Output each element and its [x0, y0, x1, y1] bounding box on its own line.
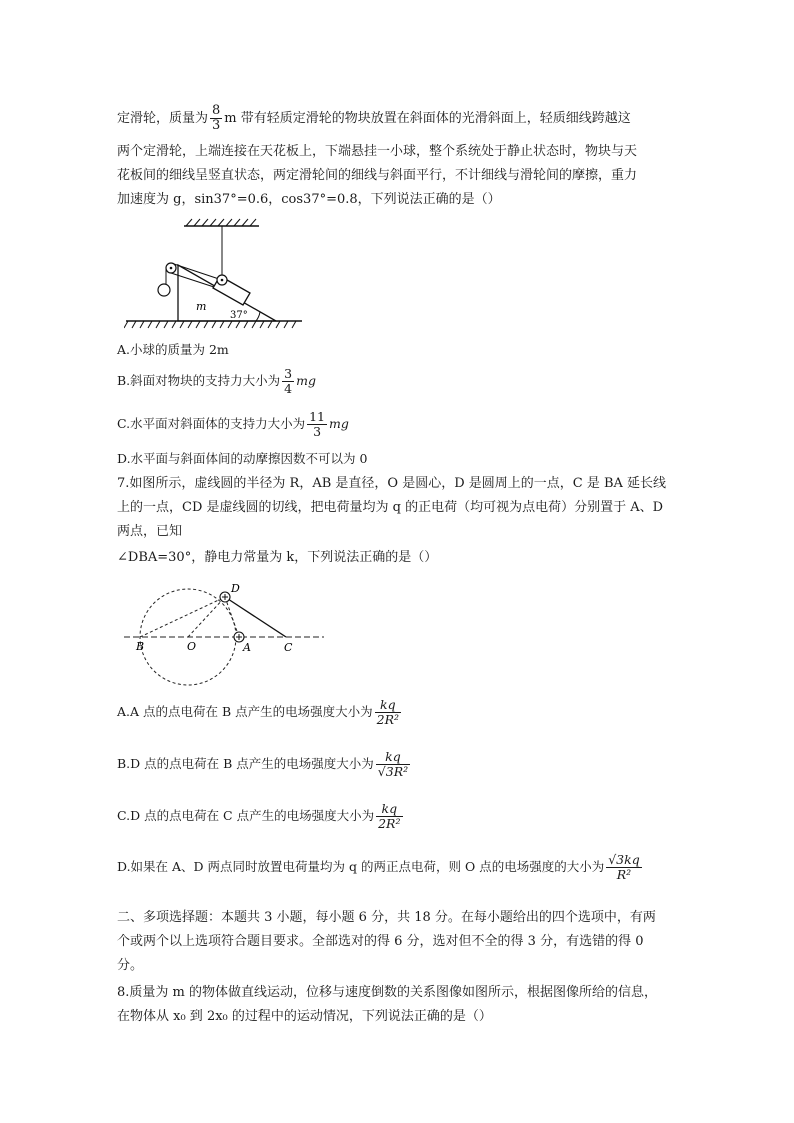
label-d: D: [231, 582, 240, 595]
circle-charges-figure: [118, 580, 328, 690]
section2-line-3: 分。: [117, 958, 144, 973]
q6-line-1: [117, 104, 631, 133]
section2-line-2: 个或两个以上选项符合题目要求。全部选对的得 6 分，选对但不全的得 3 分，有选错的得 0: [117, 934, 644, 949]
q6-text: m 带有轻质定滑轮的物块放置在斜面体的光滑斜面上，轻质细线跨越这: [224, 111, 631, 126]
q6-option-c[interactable]: C.水平面对斜面体的支持力大小为 $\frac{11}{3}$ mg: [117, 409, 349, 439]
incline-pulley-figure: [124, 218, 314, 330]
q6-option-b[interactable]: B.斜面对物块的支持力大小为 $\frac{3}{4}$ mg: [117, 366, 316, 396]
q7-option-c[interactable]: C.D 点的点电荷在 C 点产生的电场强度大小为 $\frac{kq}{\text{2R²}}$: [117, 801, 401, 831]
q7-line-4: ∠DBA=30°，静电力常量为 k，下列说法正确的是（）: [117, 550, 438, 565]
q6-text: 定滑轮，质量为: [117, 111, 209, 126]
section2-line-1: 二、多项选择题：本题共 3 小题，每小题 6 分，共 18 分。在每小题给出的四个选项中，有两: [117, 910, 656, 925]
q6-line-2: 两个定滑轮，上端连接在天花板上，下端悬挂一小球，整个系统处于静止状态时，物块与天: [117, 144, 638, 159]
mass-fraction: $\frac{8}{3}$: [212, 103, 221, 133]
label-b: B: [136, 640, 145, 653]
label-c: C: [284, 641, 293, 654]
q8-line-2: 在物体从 x₀ 到 2x₀ 的过程中的运动情况，下列说法正确的是（）: [117, 1009, 492, 1024]
label-o: O: [187, 640, 197, 653]
mass-label: m: [196, 300, 207, 313]
q7-option-b[interactable]: B.D 点的点电荷在 B 点产生的电场强度大小为 $\frac{kq}{\text{√3R²}}$: [117, 749, 409, 779]
q7-line-1: 7.如图所示，虚线圆的半径为 R，AB 是直径，O 是圆心，D 是圆周上的一点，C 是 BA 延长线: [117, 476, 667, 491]
q6-option-a[interactable]: A.小球的质量为 2m: [117, 342, 229, 357]
q6-option-d[interactable]: D.水平面与斜面体间的动摩擦因数不可以为 0: [117, 451, 368, 466]
q7-line-3: 两点，已知: [117, 524, 183, 539]
q7-option-d[interactable]: D.如果在 A、D 两点同时放置电荷量均为 q 的两正点电荷，则 O 点的电场强度的大小为 $\frac{√3kq}{\text{R²}}$: [117, 852, 640, 882]
angle-label: 37°: [230, 310, 248, 321]
q7-option-a[interactable]: A.A 点的点电荷在 B 点产生的电场强度大小为 $\frac{kq}{\text{2R²}}$: [117, 697, 400, 727]
q8-line-1: 8.质量为 m 的物体做直线运动，位移与速度倒数的关系图像如图所示，根据图像所给的信息，: [117, 985, 657, 1000]
q6-line-3: 花板间的细线呈竖直状态，两定滑轮间的细线与斜面平行，不计细线与滑轮间的摩擦，重力: [117, 168, 638, 183]
q6-line-4: 加速度为 g，sin37°=0.6，cos37°=0.8，下列说法正确的是（）: [117, 192, 501, 207]
label-a: A: [243, 641, 251, 654]
q7-line-2: 上的一点，CD 是虚线圆的切线，把电荷量均为 q 的正电荷（均可视为点电荷）分别置于 A、D: [117, 500, 664, 515]
